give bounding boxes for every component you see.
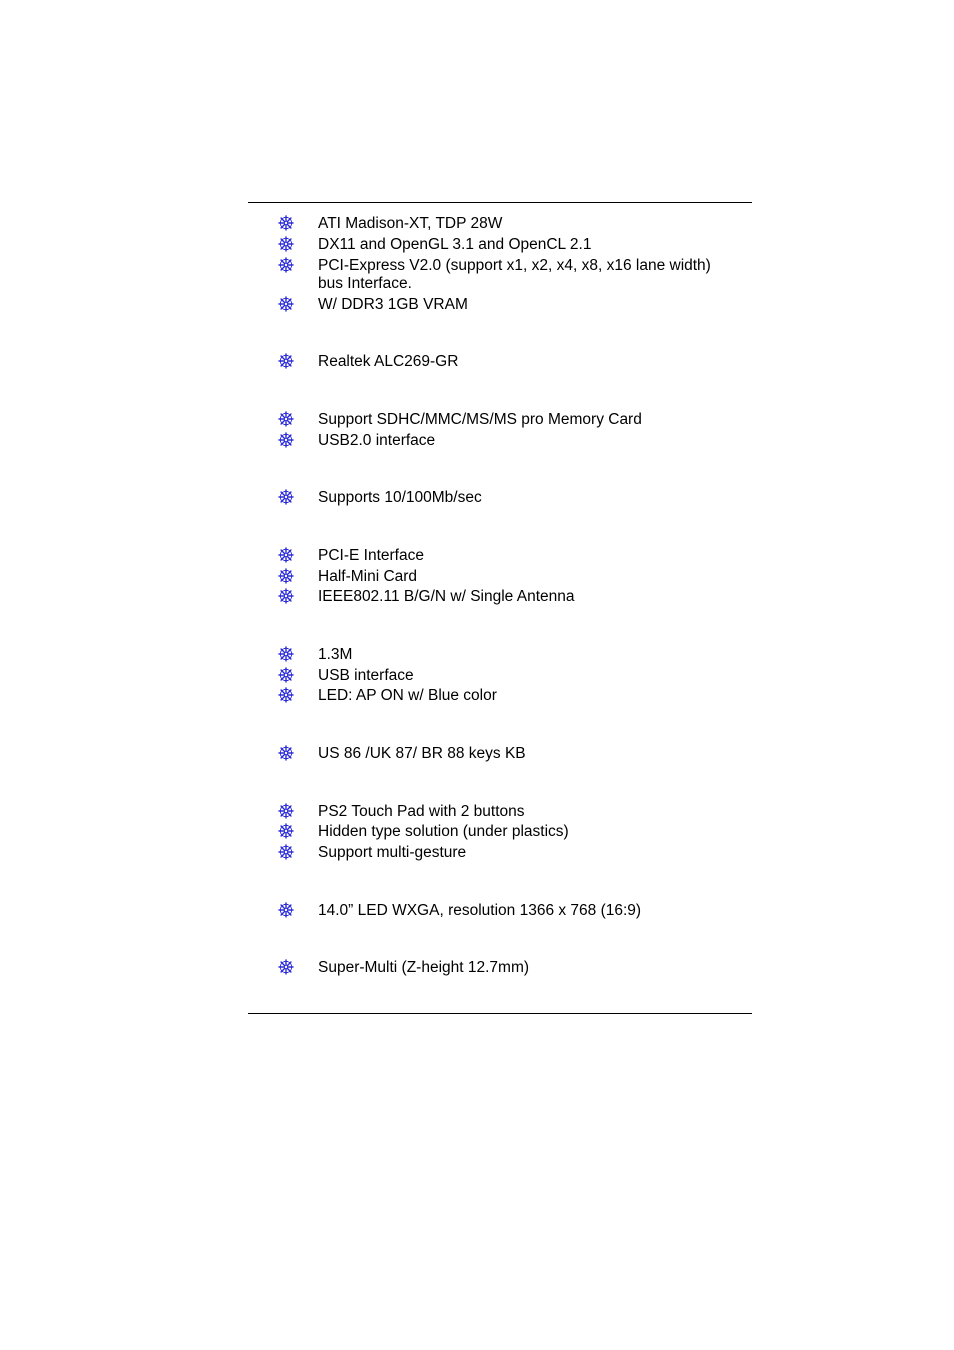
asterisk-flower-icon xyxy=(278,823,294,839)
asterisk-flower-icon xyxy=(278,588,294,604)
item-text: Half-Mini Card xyxy=(318,568,418,585)
item-text: Realtek ALC269-GR xyxy=(318,353,459,370)
item-text: US 86 /UK 87/ BR 88 keys KB xyxy=(318,745,526,762)
asterisk-flower-icon xyxy=(278,687,294,703)
bottom-rule xyxy=(248,1013,752,1014)
item-text: DX11 and OpenGL 3.1 and OpenCL 2.1 xyxy=(318,236,592,253)
item-text: 14.0” LED WXGA, resolution 1366 x 768 (16:9) xyxy=(318,902,642,919)
asterisk-flower-icon xyxy=(278,547,294,563)
asterisk-flower-icon xyxy=(278,257,294,273)
item-text: PCI-E Interface xyxy=(318,547,424,564)
asterisk-flower-icon xyxy=(278,432,294,448)
item-text: Support SDHC/MMC/MS/MS pro Memory Card xyxy=(318,411,642,428)
asterisk-flower-icon xyxy=(278,745,294,761)
asterisk-flower-icon xyxy=(278,236,294,252)
asterisk-flower-icon xyxy=(278,902,294,918)
asterisk-flower-icon xyxy=(278,803,294,819)
item-text: USB interface xyxy=(318,667,414,684)
asterisk-flower-icon xyxy=(278,353,294,369)
item-text: LED: AP ON w/ Blue color xyxy=(318,687,497,704)
asterisk-flower-icon xyxy=(278,568,294,584)
asterisk-flower-icon xyxy=(278,646,294,662)
asterisk-flower-icon xyxy=(278,296,294,312)
asterisk-flower-icon xyxy=(278,959,294,975)
item-text: Super-Multi (Z-height 12.7mm) xyxy=(318,959,530,976)
item-text-continued: bus Interface. xyxy=(318,275,412,292)
item-text: Support multi-gesture xyxy=(318,844,467,861)
item-text: Supports 10/100Mb/sec xyxy=(318,489,482,506)
item-text: ATI Madison-XT, TDP 28W xyxy=(318,215,503,232)
item-text: Hidden type solution (under plastics) xyxy=(318,823,569,840)
item-text: 1.3M xyxy=(318,646,353,663)
item-text: IEEE802.11 B/G/N w/ Single Antenna xyxy=(318,588,575,605)
asterisk-flower-icon xyxy=(278,489,294,505)
asterisk-flower-icon xyxy=(278,411,294,427)
asterisk-flower-icon xyxy=(278,215,294,231)
item-text: USB2.0 interface xyxy=(318,432,436,449)
item-text: PCI-Express V2.0 (support x1, x2, x4, x8, x16 lane width) xyxy=(318,257,711,274)
item-text: PS2 Touch Pad with 2 buttons xyxy=(318,803,525,820)
asterisk-flower-icon xyxy=(278,844,294,860)
item-text: W/ DDR3 1GB VRAM xyxy=(318,296,468,313)
asterisk-flower-icon xyxy=(278,667,294,683)
